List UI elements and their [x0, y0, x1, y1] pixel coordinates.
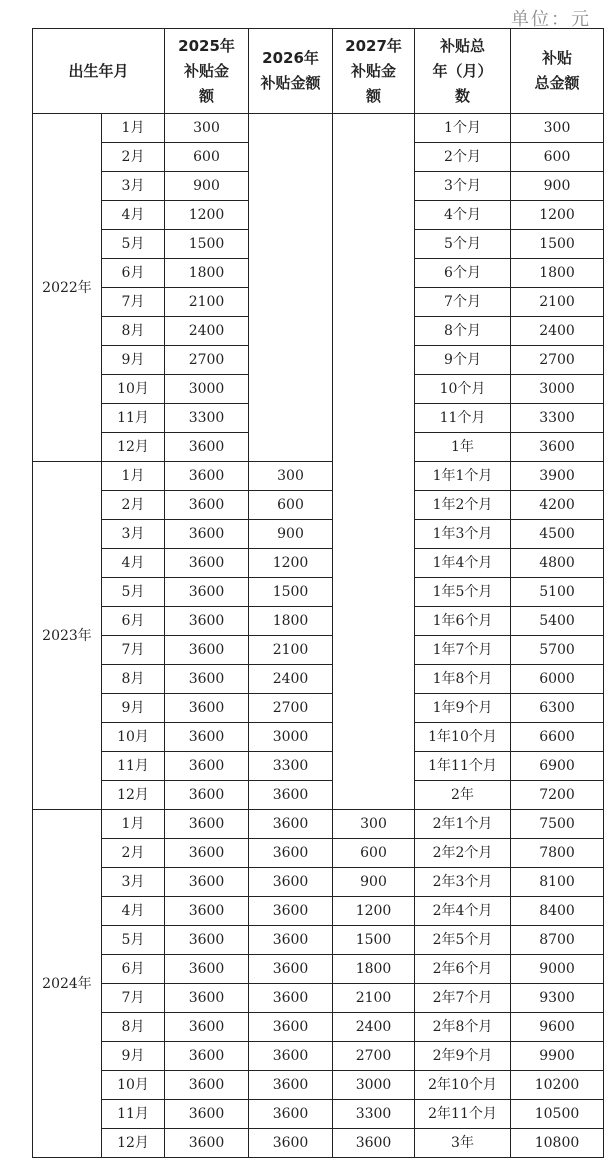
total-period-cell: 1年11个月 [415, 752, 511, 781]
year-cell: 2023年 [33, 462, 102, 810]
amount-2026-cell: 3600 [249, 897, 333, 926]
total-amount-cell: 7500 [511, 810, 604, 839]
header-total-period-line-1: 补贴总 [440, 36, 486, 55]
header-birth-month-label: 出生年月 [68, 61, 129, 80]
amount-2025-cell: 3600 [165, 752, 249, 781]
table-header [33, 29, 604, 114]
amount-2025-cell: 3600 [165, 462, 249, 491]
month-cell: 2月 [102, 143, 165, 172]
total-period-cell: 3年 [415, 1129, 511, 1158]
month-cell: 3月 [102, 172, 165, 201]
header-amount-2027-line-1: 2027年 [345, 36, 402, 55]
amount-2026-cell: 1200 [249, 549, 333, 578]
month-cell: 2月 [102, 839, 165, 868]
month-cell: 12月 [102, 433, 165, 462]
amount-2026-cell: 600 [249, 491, 333, 520]
total-amount-cell: 5700 [511, 636, 604, 665]
total-period-cell: 1年2个月 [415, 491, 511, 520]
total-period-cell: 9个月 [415, 346, 511, 375]
total-amount-cell: 600 [511, 143, 604, 172]
amount-2026-cell: 3600 [249, 868, 333, 897]
amount-2027-cell: 2700 [333, 1042, 415, 1071]
table-row [33, 114, 604, 143]
table-row [33, 1013, 604, 1042]
total-amount-cell: 9900 [511, 1042, 604, 1071]
month-cell: 8月 [102, 1013, 165, 1042]
total-period-cell: 10个月 [415, 375, 511, 404]
header-total-amount-line-1: 补贴 [542, 49, 573, 67]
amount-2025-cell: 3600 [165, 636, 249, 665]
header-birth-month [33, 29, 165, 114]
total-amount-cell: 6600 [511, 723, 604, 752]
table-row [33, 955, 604, 984]
header-amount-2025 [165, 29, 249, 114]
table-row [33, 462, 604, 491]
month-cell: 4月 [102, 201, 165, 230]
total-amount-cell: 10200 [511, 1071, 604, 1100]
total-period-cell: 2年9个月 [415, 1042, 511, 1071]
total-period-cell: 2年8个月 [415, 1013, 511, 1042]
amount-2025-cell: 2400 [165, 317, 249, 346]
total-amount-cell: 7200 [511, 781, 604, 810]
amount-2025-cell: 2100 [165, 288, 249, 317]
total-amount-cell: 6900 [511, 752, 604, 781]
amount-2025-cell: 3600 [165, 984, 249, 1013]
total-period-cell: 2年5个月 [415, 926, 511, 955]
month-cell: 9月 [102, 1042, 165, 1071]
month-cell: 5月 [102, 230, 165, 259]
month-cell: 7月 [102, 636, 165, 665]
total-period-cell: 1年8个月 [415, 665, 511, 694]
amount-2025-cell: 3600 [165, 433, 249, 462]
total-amount-cell: 4200 [511, 491, 604, 520]
total-period-cell: 8个月 [415, 317, 511, 346]
table-row [33, 897, 604, 926]
header-total-period [415, 29, 511, 114]
amount-2027-cell: 900 [333, 868, 415, 897]
table-row [33, 810, 604, 839]
total-period-cell: 1年5个月 [415, 578, 511, 607]
total-period-cell: 1年6个月 [415, 607, 511, 636]
amount-2025-cell: 3600 [165, 897, 249, 926]
total-amount-cell: 3600 [511, 433, 604, 462]
amount-2025-cell: 3600 [165, 1100, 249, 1129]
amount-2027-cell: 300 [333, 810, 415, 839]
total-amount-cell: 10500 [511, 1100, 604, 1129]
amount-2026-cell: 3600 [249, 1013, 333, 1042]
total-period-cell: 2年4个月 [415, 897, 511, 926]
amount-2025-cell: 300 [165, 114, 249, 143]
month-cell: 1月 [102, 462, 165, 491]
amount-2025-cell: 600 [165, 143, 249, 172]
year-cell: 2022年 [33, 114, 102, 462]
amount-2025-cell: 3600 [165, 578, 249, 607]
amount-2027-cell: 1800 [333, 955, 415, 984]
year-cell: 2024年 [33, 810, 102, 1158]
amount-2026-cell: 1800 [249, 607, 333, 636]
total-period-cell: 1年3个月 [415, 520, 511, 549]
header-amount-2025-line-3: 额 [199, 86, 215, 105]
header-total-period-line-3: 数 [455, 86, 471, 105]
amount-2026-cell: 3600 [249, 955, 333, 984]
month-cell: 10月 [102, 723, 165, 752]
total-amount-cell: 300 [511, 114, 604, 143]
total-amount-cell: 8700 [511, 926, 604, 955]
month-cell: 7月 [102, 984, 165, 1013]
table-row [33, 1042, 604, 1071]
header-row [33, 29, 604, 114]
amount-2026-cell: 3600 [249, 781, 333, 810]
total-amount-cell: 3900 [511, 462, 604, 491]
total-period-cell: 2个月 [415, 143, 511, 172]
month-cell: 9月 [102, 694, 165, 723]
table-row [33, 926, 604, 955]
total-period-cell: 2年10个月 [415, 1071, 511, 1100]
header-amount-2026-line-1: 2026年 [262, 49, 319, 67]
amount-2027-cell: 3600 [333, 1129, 415, 1158]
total-amount-cell: 2700 [511, 346, 604, 375]
amount-2025-cell: 3600 [165, 665, 249, 694]
total-amount-cell: 2100 [511, 288, 604, 317]
amount-2025-cell: 3600 [165, 694, 249, 723]
amount-2025-cell: 900 [165, 172, 249, 201]
table-row [33, 636, 604, 665]
unit-note: 单位：元 [511, 9, 591, 30]
total-period-cell: 2年6个月 [415, 955, 511, 984]
amount-2025-cell: 3600 [165, 810, 249, 839]
total-amount-cell: 7800 [511, 839, 604, 868]
amount-2025-cell: 3300 [165, 404, 249, 433]
header-amount-2027-line-2: 补贴金 [351, 61, 397, 80]
amount-2026-cell: 3000 [249, 723, 333, 752]
table-row [33, 1071, 604, 1100]
total-amount-cell: 4800 [511, 549, 604, 578]
month-cell: 10月 [102, 1071, 165, 1100]
header-amount-2027 [333, 29, 415, 114]
table-body [33, 114, 604, 1158]
amount-2026-cell: 3600 [249, 1042, 333, 1071]
total-amount-cell: 1500 [511, 230, 604, 259]
total-period-cell: 11个月 [415, 404, 511, 433]
table-row [33, 781, 604, 810]
amount-2026-cell: 2700 [249, 694, 333, 723]
table-row [33, 549, 604, 578]
month-cell: 12月 [102, 1129, 165, 1158]
header-total-period-line-2: 年（月） [432, 61, 493, 80]
total-amount-cell: 9000 [511, 955, 604, 984]
table-row [33, 607, 604, 636]
amount-2026-cell: 3600 [249, 1129, 333, 1158]
month-cell: 11月 [102, 1100, 165, 1129]
table-row [33, 491, 604, 520]
amount-2025-cell: 3000 [165, 375, 249, 404]
total-amount-cell: 5100 [511, 578, 604, 607]
amount-2025-cell: 3600 [165, 1042, 249, 1071]
amount-2026-cell: 3600 [249, 984, 333, 1013]
header-amount-2025-line-2: 补贴金 [184, 61, 230, 80]
total-amount-cell: 8100 [511, 868, 604, 897]
total-period-cell: 5个月 [415, 230, 511, 259]
month-cell: 10月 [102, 375, 165, 404]
amount-2026-cell: 3600 [249, 1071, 333, 1100]
total-period-cell: 2年1个月 [415, 810, 511, 839]
month-cell: 2月 [102, 491, 165, 520]
amount-2027-cell: 1200 [333, 897, 415, 926]
table-row [33, 1100, 604, 1129]
month-cell: 1月 [102, 114, 165, 143]
total-period-cell: 7个月 [415, 288, 511, 317]
amount-2025-cell: 2700 [165, 346, 249, 375]
table-row [33, 839, 604, 868]
table-row [33, 520, 604, 549]
month-cell: 5月 [102, 578, 165, 607]
table-row [33, 868, 604, 897]
table-row [33, 984, 604, 1013]
amount-2025-cell: 3600 [165, 926, 249, 955]
total-amount-cell: 8400 [511, 897, 604, 926]
total-period-cell: 1年9个月 [415, 694, 511, 723]
total-period-cell: 1年7个月 [415, 636, 511, 665]
amount-2025-cell: 3600 [165, 723, 249, 752]
month-cell: 4月 [102, 897, 165, 926]
total-period-cell: 2年11个月 [415, 1100, 511, 1129]
total-amount-cell: 6000 [511, 665, 604, 694]
amount-2026-cell: 3600 [249, 839, 333, 868]
total-amount-cell: 3300 [511, 404, 604, 433]
table-row [33, 752, 604, 781]
month-cell: 6月 [102, 607, 165, 636]
amount-2027-cell: 2400 [333, 1013, 415, 1042]
total-period-cell: 1年 [415, 433, 511, 462]
total-amount-cell: 9600 [511, 1013, 604, 1042]
total-amount-cell: 1200 [511, 201, 604, 230]
header-amount-2027-line-3: 额 [366, 86, 382, 105]
amount-2025-cell: 1200 [165, 201, 249, 230]
amount-2027-cell: 3300 [333, 1100, 415, 1129]
total-period-cell: 2年7个月 [415, 984, 511, 1013]
header-total-amount-line-2: 总金额 [534, 74, 580, 92]
amount-2027-cell: 1500 [333, 926, 415, 955]
month-cell: 5月 [102, 926, 165, 955]
header-amount-2025-line-1: 2025年 [178, 36, 235, 55]
month-cell: 4月 [102, 549, 165, 578]
amount-2026-cell: 3600 [249, 926, 333, 955]
amount-2027-cell: 600 [333, 839, 415, 868]
total-period-cell: 2年2个月 [415, 839, 511, 868]
amount-2026-cell: 3600 [249, 1100, 333, 1129]
total-amount-cell: 4500 [511, 520, 604, 549]
month-cell: 8月 [102, 317, 165, 346]
amount-2025-cell: 3600 [165, 520, 249, 549]
total-period-cell: 1年1个月 [415, 462, 511, 491]
total-amount-cell: 5400 [511, 607, 604, 636]
amount-2026-cell: 2100 [249, 636, 333, 665]
table-row [33, 694, 604, 723]
amount-2025-cell: 3600 [165, 839, 249, 868]
total-period-cell: 2年 [415, 781, 511, 810]
total-amount-cell: 900 [511, 172, 604, 201]
total-period-cell: 2年3个月 [415, 868, 511, 897]
amount-2025-cell: 3600 [165, 781, 249, 810]
month-cell: 12月 [102, 781, 165, 810]
month-cell: 8月 [102, 665, 165, 694]
amount-2025-cell: 3600 [165, 491, 249, 520]
total-period-cell: 1年10个月 [415, 723, 511, 752]
month-cell: 6月 [102, 955, 165, 984]
total-amount-cell: 9300 [511, 984, 604, 1013]
table-row [33, 1129, 604, 1158]
table-row [33, 578, 604, 607]
month-cell: 3月 [102, 868, 165, 897]
amount-2025-cell: 1500 [165, 230, 249, 259]
total-period-cell: 6个月 [415, 259, 511, 288]
total-amount-cell: 2400 [511, 317, 604, 346]
amount-2026-cell: 3300 [249, 752, 333, 781]
total-amount-cell: 10800 [511, 1129, 604, 1158]
total-amount-cell: 1800 [511, 259, 604, 288]
table-row [33, 665, 604, 694]
amount-2027-cell: 3000 [333, 1071, 415, 1100]
amount-2027-cell: 2100 [333, 984, 415, 1013]
header-amount-2026-line-2: 补贴金额 [260, 74, 321, 92]
amount-2026-cell: 1500 [249, 578, 333, 607]
month-cell: 1月 [102, 810, 165, 839]
total-period-cell: 3个月 [415, 172, 511, 201]
amount-2025-cell: 3600 [165, 607, 249, 636]
total-period-cell: 1年4个月 [415, 549, 511, 578]
table-row [33, 723, 604, 752]
amount-2025-cell: 3600 [165, 1071, 249, 1100]
month-cell: 9月 [102, 346, 165, 375]
header-amount-2026 [249, 29, 333, 114]
amount-2026-cell: 900 [249, 520, 333, 549]
amount-2025-cell: 3600 [165, 1129, 249, 1158]
amount-2025-cell: 3600 [165, 549, 249, 578]
amount-2025-cell: 1800 [165, 259, 249, 288]
amount-2026-blank-cell [249, 114, 333, 462]
amount-2025-cell: 3600 [165, 868, 249, 897]
total-amount-cell: 6300 [511, 694, 604, 723]
month-cell: 11月 [102, 404, 165, 433]
month-cell: 7月 [102, 288, 165, 317]
month-cell: 3月 [102, 520, 165, 549]
amount-2026-cell: 300 [249, 462, 333, 491]
amount-2026-cell: 2400 [249, 665, 333, 694]
total-period-cell: 4个月 [415, 201, 511, 230]
total-period-cell: 1个月 [415, 114, 511, 143]
month-cell: 6月 [102, 259, 165, 288]
amount-2026-cell: 3600 [249, 810, 333, 839]
header-total-amount [511, 29, 604, 114]
subsidy-table [32, 28, 604, 1158]
amount-2025-cell: 3600 [165, 955, 249, 984]
total-amount-cell: 3000 [511, 375, 604, 404]
month-cell: 11月 [102, 752, 165, 781]
amount-2025-cell: 3600 [165, 1013, 249, 1042]
amount-2027-blank-cell [333, 114, 415, 810]
